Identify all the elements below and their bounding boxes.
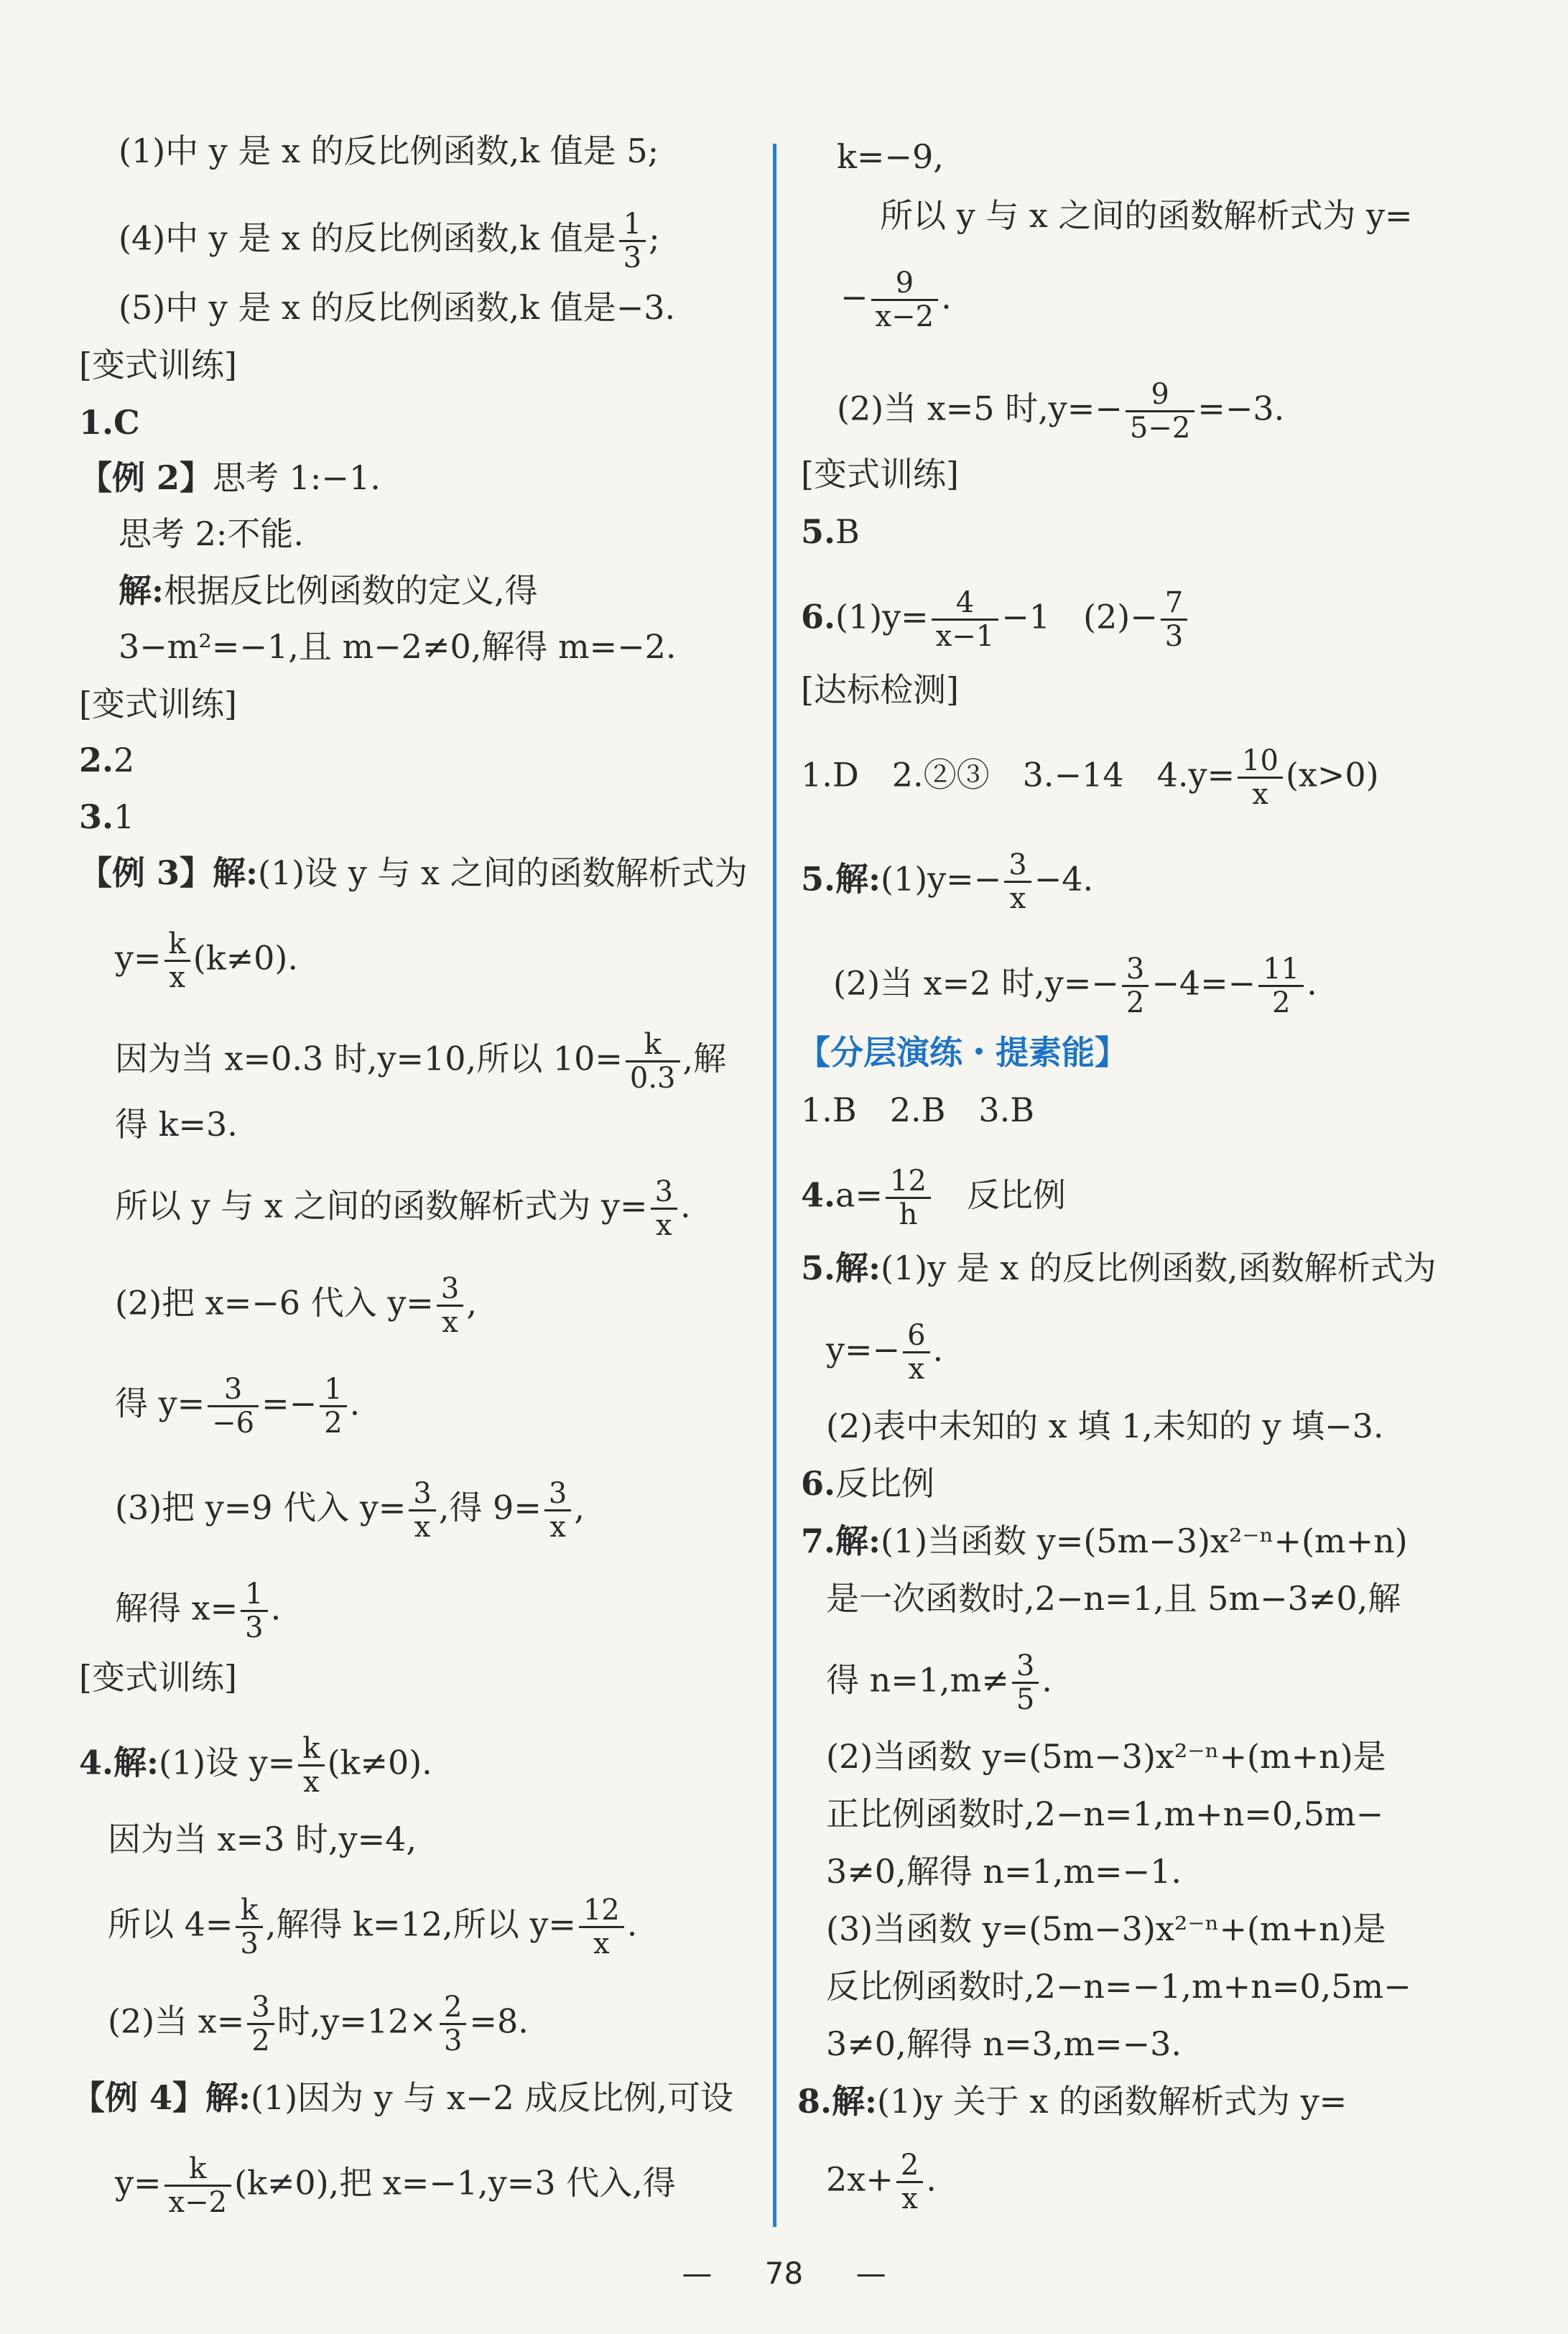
- right-line-14: [801, 1248, 1437, 1288]
- line-text: 所以 4=: [108, 1904, 233, 1944]
- right-line-11: [797, 1032, 1128, 1073]
- denominator: 3: [623, 241, 642, 274]
- line-text-after: ,得 9=: [438, 1488, 542, 1527]
- denominator: x: [656, 1209, 672, 1242]
- line-text: y=: [115, 2163, 162, 2203]
- fraction: [164, 2153, 232, 2218]
- line-text: (2)把 x=−6 代入 y=: [115, 1283, 434, 1323]
- line-text: 是一次函数时,2−n=1,且 5m−3≠0,解: [826, 1579, 1401, 1618]
- fraction: [1238, 745, 1283, 810]
- denominator: 3: [443, 2024, 463, 2057]
- line-text: y=: [115, 938, 162, 978]
- left-line-11: [79, 797, 134, 837]
- line-text: [变式训练]: [79, 346, 237, 384]
- line-text: 正比例函数时,2−n=1,m+n=0,5m−: [826, 1795, 1384, 1833]
- line-text: (1)y 是 x 的反比例函数,函数解析式为: [881, 1249, 1437, 1287]
- line-text-after: (k≠0),把 x=−1,y=3 代入,得: [234, 2163, 676, 2203]
- line-text: (1)设 y 与 x 之间的函数解析式为: [258, 853, 748, 892]
- fraction: [903, 1320, 929, 1385]
- numerator: 1: [619, 208, 646, 242]
- left-line-16: [115, 1176, 691, 1241]
- line-text-after: ,解: [682, 1039, 727, 1078]
- left-line-20: [115, 1578, 281, 1644]
- right-line-17: [801, 1463, 934, 1504]
- label-bold: 4.: [801, 1175, 836, 1215]
- denominator: x: [901, 2182, 918, 2215]
- right-line-13: [801, 1165, 1066, 1231]
- numerator: k: [164, 928, 190, 962]
- fraction: [544, 1478, 571, 1543]
- left-line-24: [108, 1894, 637, 1960]
- right-line-3: [837, 379, 1284, 444]
- fraction: [619, 208, 646, 274]
- right-line-9: [801, 849, 1093, 914]
- label-bold: 【例 3】解:: [79, 853, 259, 892]
- line-text-after: 时,y=12×: [277, 2001, 437, 2041]
- fraction: [241, 1578, 267, 1644]
- right-line-12: [801, 1090, 1034, 1130]
- line-text-after: (k≠0).: [327, 1743, 432, 1782]
- line-text-after: .: [1307, 963, 1317, 1003]
- line-text: 反比例: [835, 1464, 935, 1503]
- denominator: x−2: [875, 300, 934, 333]
- label-bold: 7.解:: [801, 1522, 881, 1560]
- fraction: [236, 1894, 262, 1960]
- right-line-10: [833, 953, 1317, 1019]
- line-text-after: ,解得 k=12,所以 y=: [265, 1904, 576, 1944]
- right-line-28: [826, 2149, 937, 2215]
- numerator: 9: [871, 267, 939, 301]
- line-text: 1.D 2.②③ 3.−14 4.y=: [801, 755, 1235, 795]
- line-text: 根据反比例函数的定义,得: [163, 571, 538, 610]
- right-line-8: [801, 745, 1379, 810]
- line-text: a=: [835, 1175, 883, 1215]
- numerator: 3: [544, 1478, 571, 1511]
- line-text-after: .: [1042, 1660, 1052, 1700]
- label-bold: 【例 2】: [79, 458, 213, 497]
- denominator: x: [1009, 882, 1026, 915]
- label-bold: 5.解:: [801, 859, 881, 899]
- line-text: 3≠0,解得 n=1,m=−1.: [826, 1852, 1182, 1891]
- numerator: 3: [651, 1176, 677, 1210]
- denominator: h: [899, 1198, 918, 1231]
- denominator: −6: [212, 1407, 255, 1440]
- line-text: (1)y=: [835, 597, 929, 636]
- left-line-25: [108, 1991, 529, 2057]
- denominator: 2: [1126, 986, 1145, 1019]
- line-text-after: .: [349, 1384, 361, 1423]
- denominator: 3: [240, 1927, 259, 1960]
- right-line-20: [826, 1650, 1052, 1715]
- left-line-27: [115, 2153, 676, 2218]
- right-line-21: [826, 1736, 1386, 1777]
- line-text-after: ;: [649, 218, 660, 258]
- line-text: (1)因为 y 与 x−2 成反比例,可设: [251, 2078, 734, 2117]
- numerator: k: [236, 1894, 262, 1928]
- denominator: 3: [1164, 620, 1184, 653]
- numerator: 6: [903, 1320, 929, 1353]
- line-text-after: .: [926, 2159, 937, 2199]
- numerator: k: [164, 2153, 232, 2187]
- line-text-after: −1 (2)−: [1001, 597, 1158, 636]
- numerator: 11: [1258, 953, 1304, 987]
- fraction: [1012, 1650, 1039, 1715]
- left-line-8: [119, 626, 677, 667]
- line-text: B: [835, 512, 860, 551]
- line-text: k=−9,: [837, 137, 944, 176]
- line-text: [变式训练]: [801, 455, 959, 494]
- right-line-23: [826, 1851, 1182, 1891]
- fraction: [886, 1165, 931, 1231]
- line-text: (4)中 y 是 x 的反比例函数,k 值是: [119, 218, 616, 258]
- line-text: [变式训练]: [79, 685, 237, 723]
- line-text: 反比例函数时,2−n=−1,m+n=0,5m−: [826, 1967, 1411, 2006]
- line-text: −: [840, 277, 868, 317]
- left-line-7: [119, 570, 538, 611]
- numerator: 3: [437, 1273, 463, 1307]
- denominator: x: [442, 1306, 458, 1339]
- denominator: x−1: [935, 620, 995, 653]
- line-text: (2)当 x=2 时,y=−: [833, 963, 1119, 1003]
- left-line-1: [119, 208, 660, 274]
- fraction: [320, 1374, 346, 1439]
- left-line-3: [79, 345, 237, 385]
- left-line-22: [79, 1733, 432, 1798]
- numerator: 12: [886, 1165, 931, 1199]
- left-line-15: [115, 1104, 238, 1144]
- right-line-7: [801, 670, 959, 710]
- fraction: [1126, 379, 1194, 444]
- line-text: 1.C: [79, 403, 140, 442]
- left-line-13: [115, 928, 298, 994]
- left-line-19: [115, 1478, 585, 1543]
- fraction: [208, 1374, 259, 1439]
- numerator: 3: [409, 1478, 435, 1511]
- line-text: 得 k=3.: [115, 1105, 238, 1144]
- label-bold: 6.: [801, 1464, 836, 1503]
- numerator: k: [626, 1029, 680, 1062]
- line-text-after: .: [270, 1588, 282, 1628]
- right-line-27: [797, 2081, 1347, 2121]
- right-line-1: [880, 195, 1413, 236]
- right-line-19: [826, 1578, 1401, 1618]
- line-text: 所以 y 与 x 之间的函数解析式为 y=: [880, 196, 1413, 235]
- line-text: 解得 x=: [115, 1588, 238, 1628]
- fraction: [1161, 587, 1187, 652]
- right-line-24: [826, 1909, 1386, 1949]
- page-dash-left: —: [682, 2256, 713, 2291]
- denominator: x: [908, 1353, 925, 1386]
- label-bold: 4.解:: [79, 1743, 159, 1782]
- denominator: x−2: [168, 2186, 228, 2219]
- denominator: x: [169, 961, 185, 994]
- fraction: [298, 1733, 324, 1798]
- numerator: 12: [579, 1894, 624, 1928]
- denominator: x: [303, 1766, 320, 1799]
- line-text: (2)表中未知的 x 填 1,未知的 y 填−3.: [826, 1407, 1384, 1445]
- fraction: [409, 1478, 435, 1543]
- denominator: 5: [1016, 1683, 1035, 1716]
- fraction: [247, 1991, 274, 2057]
- line-text-after: .: [932, 1330, 944, 1369]
- line-text: 【分层演练・提素能】: [797, 1033, 1128, 1072]
- line-text: 3−m²=−1,且 m−2≠0,解得 m=−2.: [119, 627, 677, 666]
- numerator: 3: [208, 1374, 259, 1407]
- label-bold: 6.: [801, 597, 836, 636]
- line-text-after: =8.: [469, 2001, 529, 2041]
- denominator: 3: [245, 1611, 264, 1644]
- numerator: 1: [241, 1578, 267, 1612]
- left-line-6: [119, 514, 304, 554]
- numerator: 9: [1126, 379, 1194, 412]
- line-text: 3≠0,解得 n=3,m=−3.: [826, 2024, 1182, 2063]
- line-text: 得 y=: [115, 1384, 205, 1423]
- fraction: [1122, 953, 1149, 1019]
- numerator: 3: [247, 1991, 274, 2025]
- denominator: x: [414, 1511, 431, 1544]
- fraction: [896, 2149, 923, 2215]
- line-text: 思考 1:−1.: [213, 458, 381, 497]
- right-line-2: [840, 267, 952, 333]
- left-line-12: [79, 853, 748, 893]
- numerator: 3: [1004, 849, 1031, 883]
- line-text-after: 反比例: [933, 1175, 1066, 1215]
- fraction: [579, 1894, 624, 1960]
- line-text: 思考 2:不能.: [119, 514, 305, 553]
- numerator: 2: [896, 2149, 923, 2183]
- numerator: 3: [1012, 1650, 1039, 1684]
- line-text-after: −4=−: [1151, 963, 1256, 1003]
- fraction: [440, 1991, 466, 2057]
- line-text: [达标检测]: [801, 670, 959, 709]
- left-line-2: [119, 287, 675, 328]
- line-text-after: .: [626, 1904, 638, 1944]
- left-line-21: [79, 1657, 237, 1698]
- left-line-9: [79, 684, 237, 724]
- right-line-6: [801, 587, 1190, 652]
- label-bold: 3.: [79, 797, 114, 836]
- denominator: 2: [324, 1407, 343, 1440]
- right-line-18: [801, 1521, 1408, 1561]
- line-text: (5)中 y 是 x 的反比例函数,k 值是−3.: [119, 288, 676, 327]
- fraction: [437, 1273, 463, 1338]
- denominator: 5−2: [1129, 412, 1191, 445]
- denominator: 2: [1271, 986, 1291, 1019]
- left-line-18: [115, 1374, 360, 1439]
- page-number-text: 78: [764, 2256, 804, 2291]
- line-text-after: ,: [466, 1283, 477, 1323]
- line-text: 1.B 2.B 3.B: [801, 1090, 1035, 1129]
- denominator: 2: [251, 2024, 270, 2057]
- right-line-15: [826, 1320, 943, 1385]
- line-text: (1)中 y 是 x 的反比例函数,k 值是 5;: [119, 131, 659, 170]
- line-text: (2)当函数 y=(5m−3)x²⁻ⁿ+(m+n)是: [826, 1737, 1386, 1776]
- line-text-after: ,: [574, 1488, 585, 1527]
- line-text-after: (k≠0).: [192, 938, 298, 978]
- label-bold: 5.解:: [801, 1249, 881, 1287]
- numerator: 3: [1122, 953, 1149, 987]
- fraction: [626, 1029, 680, 1094]
- page-number: [0, 2256, 1568, 2291]
- left-line-0: [119, 131, 659, 171]
- column-divider: [773, 144, 776, 2227]
- fraction: [871, 267, 939, 333]
- right-line-16: [826, 1406, 1384, 1446]
- line-text: 2x+: [826, 2159, 894, 2199]
- numerator: 7: [1161, 587, 1187, 621]
- fraction: [1004, 849, 1031, 914]
- numerator: k: [298, 1733, 324, 1766]
- denominator: 0.3: [629, 1062, 676, 1095]
- line-text: 2: [113, 741, 135, 779]
- right-line-22: [826, 1794, 1383, 1834]
- line-text-after: =−3.: [1197, 389, 1285, 428]
- line-text: (1)当函数 y=(5m−3)x²⁻ⁿ+(m+n): [881, 1522, 1408, 1560]
- page-dash-right: —: [855, 2256, 886, 2291]
- left-line-14: [115, 1029, 726, 1094]
- right-line-0: [837, 136, 944, 177]
- line-text: 1: [113, 797, 135, 836]
- line-text: (3)当函数 y=(5m−3)x²⁻ⁿ+(m+n)是: [826, 1909, 1386, 1948]
- line-text: 得 n=1,m≠: [826, 1660, 1009, 1700]
- fraction: [932, 587, 999, 652]
- fraction: [1258, 953, 1304, 1019]
- line-text-after: =−: [261, 1384, 317, 1423]
- denominator: x: [549, 1511, 566, 1544]
- line-text: (2)当 x=5 时,y=−: [837, 389, 1123, 428]
- label-bold: 5.: [801, 512, 836, 551]
- left-line-26: [72, 2078, 733, 2118]
- left-line-23: [108, 1819, 417, 1859]
- left-line-5: [79, 458, 381, 498]
- line-text: y=−: [826, 1330, 901, 1369]
- line-text: (3)把 y=9 代入 y=: [115, 1488, 407, 1527]
- denominator: x: [593, 1927, 610, 1960]
- numerator: 10: [1238, 745, 1283, 779]
- left-line-4: [79, 402, 140, 443]
- denominator: x: [1252, 778, 1268, 811]
- right-line-26: [826, 2024, 1182, 2064]
- fraction: [651, 1176, 677, 1241]
- right-line-25: [826, 1966, 1411, 2006]
- numerator: 1: [320, 1374, 346, 1407]
- fraction: [164, 928, 190, 994]
- line-text: 因为当 x=3 时,y=4,: [108, 1820, 417, 1858]
- label-bold: 解:: [119, 571, 164, 610]
- line-text: (1)y=−: [881, 859, 1002, 899]
- label-bold: 8.解:: [797, 2082, 878, 2121]
- numerator: 4: [932, 587, 999, 621]
- line-text-after: (x>0): [1285, 755, 1379, 795]
- line-text-after: .: [680, 1186, 691, 1226]
- line-text: 因为当 x=0.3 时,y=10,所以 10=: [115, 1039, 623, 1078]
- line-text: [变式训练]: [79, 1658, 237, 1697]
- line-text: (1)y 关于 x 的函数解析式为 y=: [877, 2082, 1347, 2121]
- line-text: 所以 y 与 x 之间的函数解析式为 y=: [115, 1186, 648, 1226]
- left-line-10: [79, 740, 134, 780]
- left-line-17: [115, 1273, 477, 1338]
- right-line-5: [801, 511, 860, 552]
- line-text: (2)当 x=: [108, 2001, 245, 2041]
- numerator: 2: [440, 1991, 466, 2025]
- label-bold: 【例 4】解:: [72, 2078, 251, 2117]
- line-text-after: .: [941, 277, 952, 317]
- label-bold: 2.: [79, 741, 114, 779]
- right-line-4: [801, 454, 959, 494]
- line-text-after: −4.: [1034, 859, 1094, 899]
- line-text: (1)设 y=: [159, 1743, 296, 1782]
